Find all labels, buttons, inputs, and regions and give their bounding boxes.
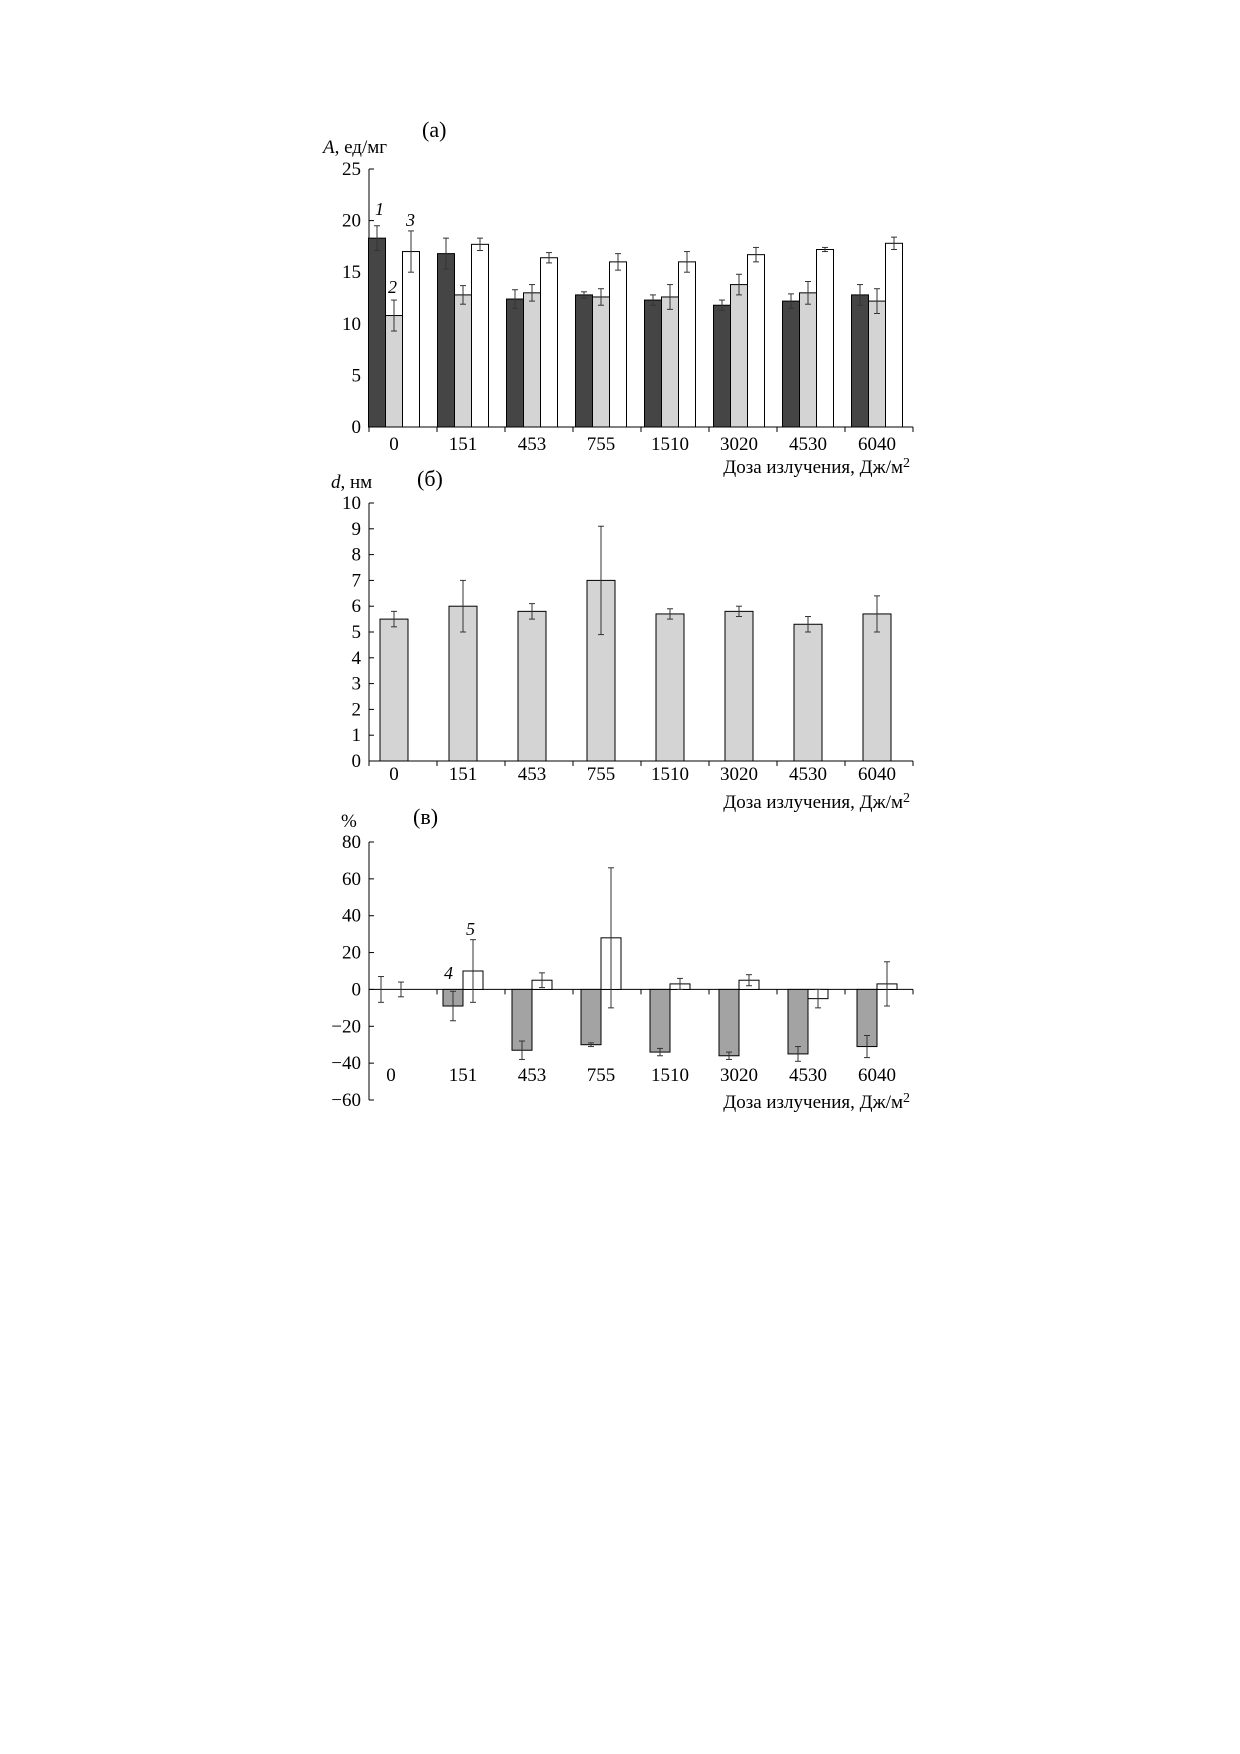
x-axis-text-b: Доза излучения, Дж/м (723, 792, 903, 813)
bar-series-2 (593, 297, 610, 427)
panel-label-a: (а) (422, 117, 447, 142)
y-tick-label: 2 (351, 699, 361, 721)
bar-series-2 (800, 293, 817, 427)
series-label-2: 2 (388, 277, 397, 297)
y-tick-label: 10 (342, 313, 361, 335)
y-tick-label: 0 (351, 417, 361, 438)
x-tick-label: 0 (389, 434, 399, 455)
bar-series-4 (581, 989, 601, 1044)
y-tick-label: 0 (351, 751, 361, 772)
x-tick-label: 755 (586, 1065, 616, 1086)
x-tick-label: 453 (517, 434, 547, 455)
x-tick-label: 6040 (858, 434, 896, 455)
bar-series-2 (731, 285, 748, 427)
x-tick-label: 755 (586, 434, 616, 455)
bar-series-3 (541, 258, 558, 427)
y-tick-label: 25 (342, 159, 361, 180)
bar-series-d (794, 624, 822, 761)
x-tick-label: 3020 (720, 434, 758, 455)
bar-series-d (863, 614, 891, 761)
x-tick-label: 4530 (789, 434, 827, 455)
bar-series-d (518, 611, 546, 761)
y-tick-label: 40 (342, 905, 361, 927)
bar-series-2 (524, 293, 541, 427)
x-axis-text-a: Доза излучения, Дж/м (723, 457, 903, 478)
x-tick-label: 755 (586, 764, 616, 785)
y-axis-label-c (341, 811, 357, 832)
y-axis-var-a: A (323, 137, 335, 158)
x-tick-label: 453 (517, 1065, 547, 1086)
bar-series-2 (662, 297, 679, 427)
chart-a (321, 117, 913, 478)
y-axis-label-b (331, 472, 372, 493)
bar-series-1 (852, 295, 869, 427)
y-tick-label: 20 (342, 210, 361, 232)
bar-series-2 (386, 316, 403, 427)
bar-series-1 (645, 300, 662, 427)
x-tick-label: 1510 (651, 764, 689, 785)
x-tick-label: 0 (386, 1065, 396, 1086)
chart-b (331, 466, 913, 813)
bar-series-2 (869, 301, 886, 427)
bar-series-4 (788, 989, 808, 1054)
y-tick-label: 15 (342, 262, 361, 284)
x-axis-sup-c: 2 (903, 1091, 910, 1106)
y-axis-var-c: % (341, 811, 357, 832)
x-axis-sup-a: 2 (903, 456, 910, 471)
y-tick-label: 5 (351, 622, 361, 643)
plot-area-c (331, 832, 913, 1111)
x-tick-label: 151 (448, 764, 478, 785)
bar-series-1 (783, 301, 800, 427)
bar-series-1 (369, 238, 386, 427)
y-tick-label: 6 (351, 596, 361, 618)
bar-series-1 (576, 295, 593, 427)
panel-label-c: (в) (413, 804, 439, 829)
x-tick-label: 1510 (651, 1065, 689, 1086)
panel-label-b: (б) (417, 466, 443, 491)
y-tick-label: 60 (342, 868, 361, 890)
plot-area-a (342, 159, 913, 455)
y-tick-label: 0 (351, 979, 361, 1001)
y-axis-var-b: d (331, 472, 341, 493)
x-tick-label: 453 (517, 764, 547, 785)
bar-series-3 (748, 255, 765, 427)
bar-series-2 (455, 295, 472, 427)
x-tick-label: 6040 (858, 764, 896, 785)
x-tick-label: 3020 (720, 764, 758, 785)
x-tick-label: 151 (448, 1065, 478, 1086)
plot-area-b (342, 493, 913, 785)
x-axis-text-c: Доза излучения, Дж/м (723, 1092, 903, 1113)
bar-series-d (656, 614, 684, 761)
bar-series-3 (886, 243, 903, 427)
y-axis-label-a (321, 137, 387, 158)
y-axis-unit-b: , нм (340, 472, 373, 493)
x-tick-label: 6040 (858, 1065, 896, 1086)
y-tick-label: 10 (342, 493, 361, 514)
y-tick-label: −20 (331, 1016, 361, 1038)
x-tick-label: 1510 (651, 434, 689, 455)
x-axis-label-c (723, 1091, 910, 1113)
x-axis-label-b (723, 791, 910, 813)
y-tick-label: −60 (331, 1090, 361, 1111)
y-tick-label: 1 (351, 725, 361, 747)
bar-series-d (380, 619, 408, 761)
y-axis-unit-a: , ед/мг (334, 137, 388, 158)
y-tick-label: 20 (342, 942, 361, 964)
y-tick-label: 8 (351, 544, 361, 566)
bar-series-1 (507, 299, 524, 427)
y-tick-label: 5 (351, 365, 361, 387)
bar-series-1 (438, 254, 455, 427)
y-tick-label: 80 (342, 832, 361, 853)
chart-c (331, 804, 913, 1113)
x-tick-label: 3020 (720, 1065, 758, 1086)
y-tick-label: 7 (351, 570, 361, 592)
y-tick-label: −40 (331, 1053, 361, 1075)
bar-series-1 (714, 305, 731, 427)
bar-series-3 (610, 262, 627, 427)
bar-series-4 (719, 989, 739, 1055)
bar-series-3 (472, 244, 489, 427)
bar-series-3 (679, 262, 696, 427)
x-tick-label: 151 (448, 434, 478, 455)
bar-series-3 (403, 252, 420, 427)
x-tick-label: 4530 (789, 764, 827, 785)
bar-series-d (725, 611, 753, 761)
y-tick-label: 3 (351, 673, 361, 695)
x-tick-label: 0 (389, 764, 399, 785)
x-tick-label: 4530 (789, 1065, 827, 1086)
series-label-3: 3 (406, 210, 415, 230)
series-label-5: 5 (466, 919, 475, 939)
bar-series-3 (817, 249, 834, 427)
bar-series-4 (650, 989, 670, 1052)
series-label-4: 4 (444, 963, 453, 983)
series-label-1: 1 (375, 199, 384, 219)
x-axis-label-a (723, 456, 910, 478)
y-tick-label: 4 (351, 647, 361, 669)
x-axis-sup-b: 2 (903, 791, 910, 806)
y-tick-label: 9 (351, 518, 361, 540)
